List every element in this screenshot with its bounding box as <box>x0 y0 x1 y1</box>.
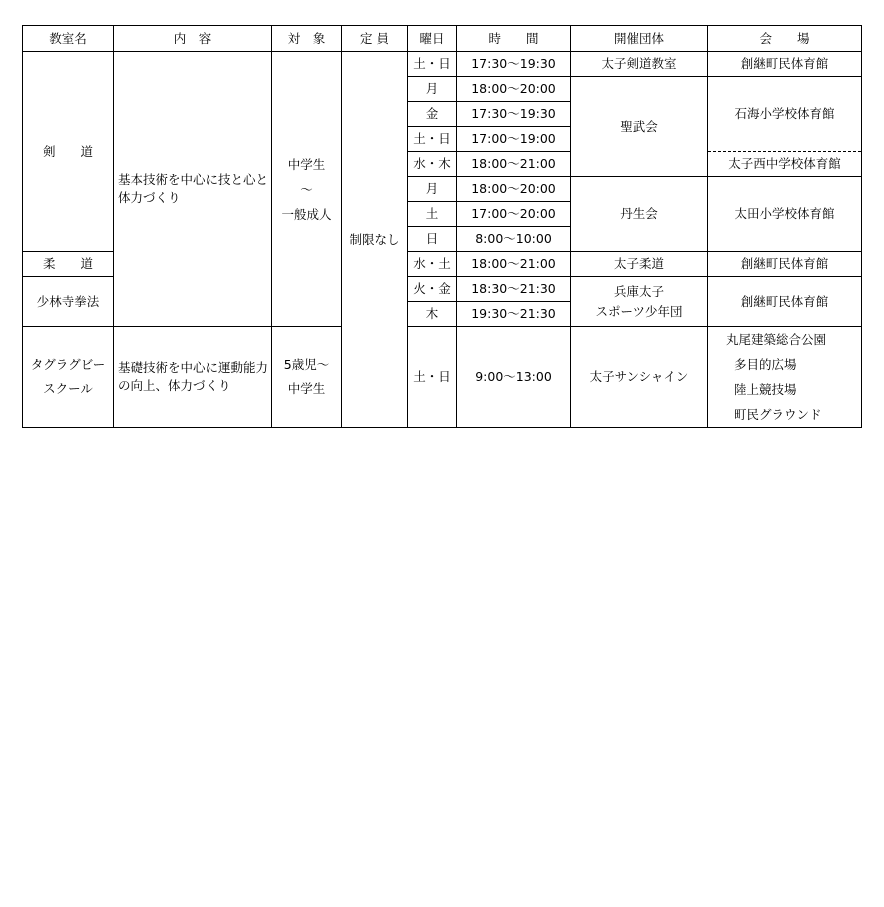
header-row <box>23 26 862 52</box>
venue-item: 丸尾建築総合公園 <box>726 332 827 347</box>
days-cell: 火・金 <box>408 277 457 302</box>
time-cell: 19:30～21:30 <box>457 302 571 327</box>
header-time: 時 間 <box>457 26 571 52</box>
time-cell: 17:00～20:00 <box>457 202 571 227</box>
time-cell: 8:00～10:00 <box>457 227 571 252</box>
header-organizer: 開催団体 <box>571 26 708 52</box>
organizer-cell: 太子サンシャイン <box>571 327 708 428</box>
venue-item: 多目的広場 <box>734 357 797 372</box>
venue-cell: 太田小学校体育館 <box>708 177 862 252</box>
venue-item: 陸上競技場 <box>734 382 797 397</box>
time-cell: 18:00～20:00 <box>457 177 571 202</box>
kendo-content: 基本技術を中心に技と心と体力づくり <box>114 52 272 327</box>
days-cell: 土・日 <box>408 127 457 152</box>
organizer-cell: 太子柔道 <box>571 252 708 277</box>
time-cell: 18:00～21:00 <box>457 152 571 177</box>
venue-cell: 創継町民体育館 <box>708 252 862 277</box>
header-target: 対 象 <box>272 26 342 52</box>
time-cell: 18:00～21:00 <box>457 252 571 277</box>
time-cell: 18:00～20:00 <box>457 77 571 102</box>
organizer-cell: 太子剣道教室 <box>571 52 708 77</box>
table-row <box>23 52 862 77</box>
header-days: 曜日 <box>408 26 457 52</box>
time-cell: 17:30～19:30 <box>457 52 571 77</box>
days-cell: 水・木 <box>408 152 457 177</box>
header-venue: 会 場 <box>708 26 862 52</box>
days-cell: 月 <box>408 177 457 202</box>
venue-item: 町民グラウンド <box>734 407 822 422</box>
judo-name: 柔 道 <box>23 252 114 277</box>
organizer-cell: 聖武会 <box>571 77 708 177</box>
days-cell: 日 <box>408 227 457 252</box>
time-cell: 17:00～19:00 <box>457 127 571 152</box>
venue-cell: 創継町民体育館 <box>708 52 862 77</box>
shorinji-name: 少林寺拳法 <box>23 277 114 327</box>
venue-cell: 太子西中学校体育館 <box>708 152 862 177</box>
class-schedule-table <box>22 25 862 428</box>
days-cell: 木 <box>408 302 457 327</box>
days-cell: 金 <box>408 102 457 127</box>
capacity-cell: 制限なし <box>342 52 408 428</box>
organizer-cell: 丹生会 <box>571 177 708 252</box>
venue-cell: 創継町民体育館 <box>708 277 862 327</box>
days-cell: 土・日 <box>408 327 457 428</box>
venue-list <box>708 327 862 428</box>
organizer-cell: 兵庫太子 スポーツ少年団 <box>571 277 708 327</box>
header-content: 内 容 <box>114 26 272 52</box>
days-cell: 水・土 <box>408 252 457 277</box>
days-cell: 土 <box>408 202 457 227</box>
tagrugby-target: 5歳児～ 中学生 <box>272 327 342 428</box>
days-cell: 月 <box>408 77 457 102</box>
kendo-name: 剣 道 <box>23 52 114 252</box>
kendo-target: 中学生 ～ 一般成人 <box>272 52 342 327</box>
venue-cell: 石海小学校体育館 <box>708 77 862 152</box>
header-capacity: 定 員 <box>342 26 408 52</box>
tagrugby-name: タグラグビー スクール <box>23 327 114 428</box>
header-class-name: 教室名 <box>23 26 114 52</box>
tagrugby-content: 基礎技術を中心に運動能力の向上、体力づくり <box>114 327 272 428</box>
days-cell: 土・日 <box>408 52 457 77</box>
time-cell: 17:30～19:30 <box>457 102 571 127</box>
time-cell: 18:30～21:30 <box>457 277 571 302</box>
time-cell: 9:00～13:00 <box>457 327 571 428</box>
